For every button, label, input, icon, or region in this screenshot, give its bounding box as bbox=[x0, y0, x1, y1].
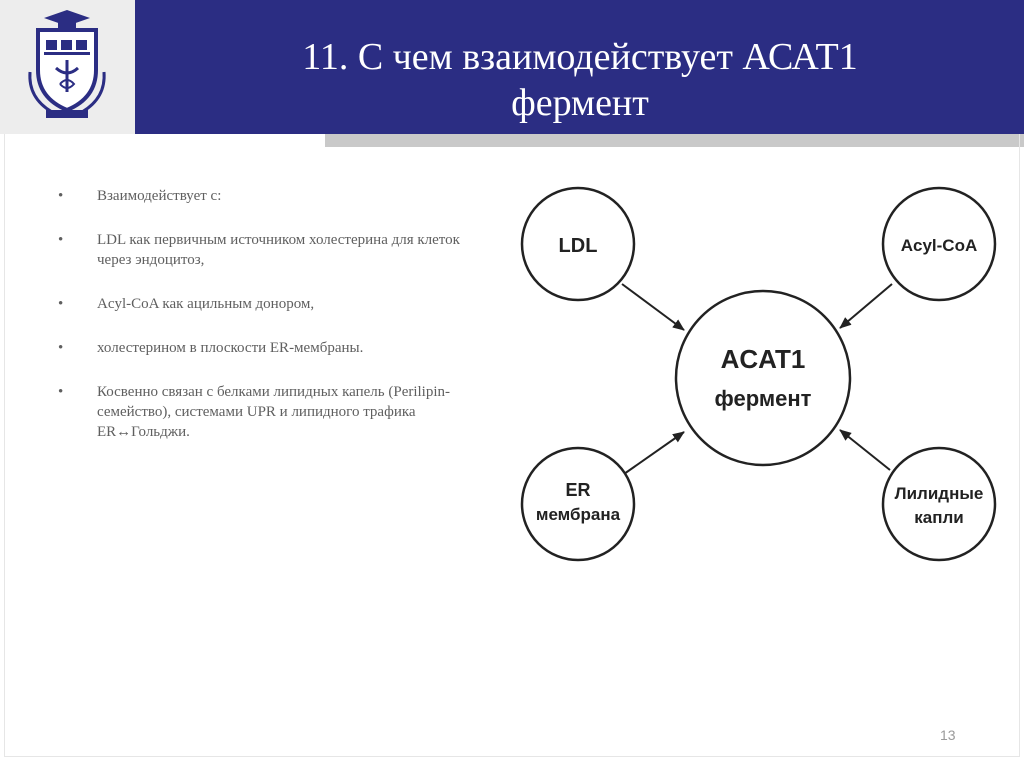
arrow-lipid-to-center bbox=[840, 430, 890, 470]
slide-title-line2: фермент bbox=[511, 82, 649, 124]
node-acyl-coa bbox=[883, 188, 995, 300]
page-number: 13 bbox=[940, 727, 956, 743]
node-ldl-label: LDL bbox=[558, 235, 598, 257]
arrow-ldl-to-center bbox=[622, 284, 684, 330]
bullet-dot: • bbox=[58, 188, 64, 204]
node-acat1-line1: ACAT1 bbox=[720, 344, 806, 374]
bullet-text: Acyl-CoA как ацильным донором, bbox=[97, 296, 315, 312]
bullet-dot: • bbox=[58, 296, 64, 312]
bullet-dot: • bbox=[58, 340, 64, 356]
bullet-item bbox=[58, 382, 498, 442]
bullet-item bbox=[58, 186, 498, 206]
node-er-label-line2: мембрана bbox=[535, 505, 621, 524]
node-lipid-droplets bbox=[883, 448, 995, 560]
slide-title bbox=[150, 34, 1010, 126]
bullet-text: Косвенно связан с белками липидных капель (Perilipin-семейство), системами UPR и липидного трафика ER↔Гольджи. bbox=[97, 384, 451, 440]
node-lipid-label-line1: Лилидные bbox=[894, 484, 984, 503]
arrow-acyl-to-center bbox=[840, 284, 892, 328]
arrow-er-to-center bbox=[624, 432, 684, 474]
bullet-item bbox=[58, 230, 498, 270]
node-ldl bbox=[522, 188, 634, 300]
interaction-diagram bbox=[510, 180, 1010, 580]
node-lipid-label-line2: капли bbox=[914, 508, 964, 527]
logo-area bbox=[0, 0, 135, 134]
node-er-label-line1: ER bbox=[565, 480, 591, 500]
university-crest-icon bbox=[0, 0, 135, 134]
node-er-membrane bbox=[522, 448, 634, 560]
bullet-text: Взаимодействует с: bbox=[97, 188, 222, 204]
bullet-text: холестерином в плоскости ER-мембраны. bbox=[97, 340, 364, 356]
bullet-list bbox=[58, 186, 498, 466]
bullet-dot: • bbox=[58, 384, 64, 400]
bullet-item bbox=[58, 294, 498, 314]
node-acyl-coa-label: Acyl-CoA bbox=[900, 236, 978, 255]
node-acat1-line2: фермент bbox=[714, 386, 812, 411]
node-acat1 bbox=[676, 291, 850, 465]
bullet-item bbox=[58, 338, 498, 358]
bullet-dot: • bbox=[58, 232, 64, 248]
slide-title-line1: 11. С чем взаимодействует АСАТ1 bbox=[302, 36, 858, 78]
bullet-text: LDL как первичным источником холестерина для клеток через эндоцитоз, bbox=[97, 232, 460, 268]
